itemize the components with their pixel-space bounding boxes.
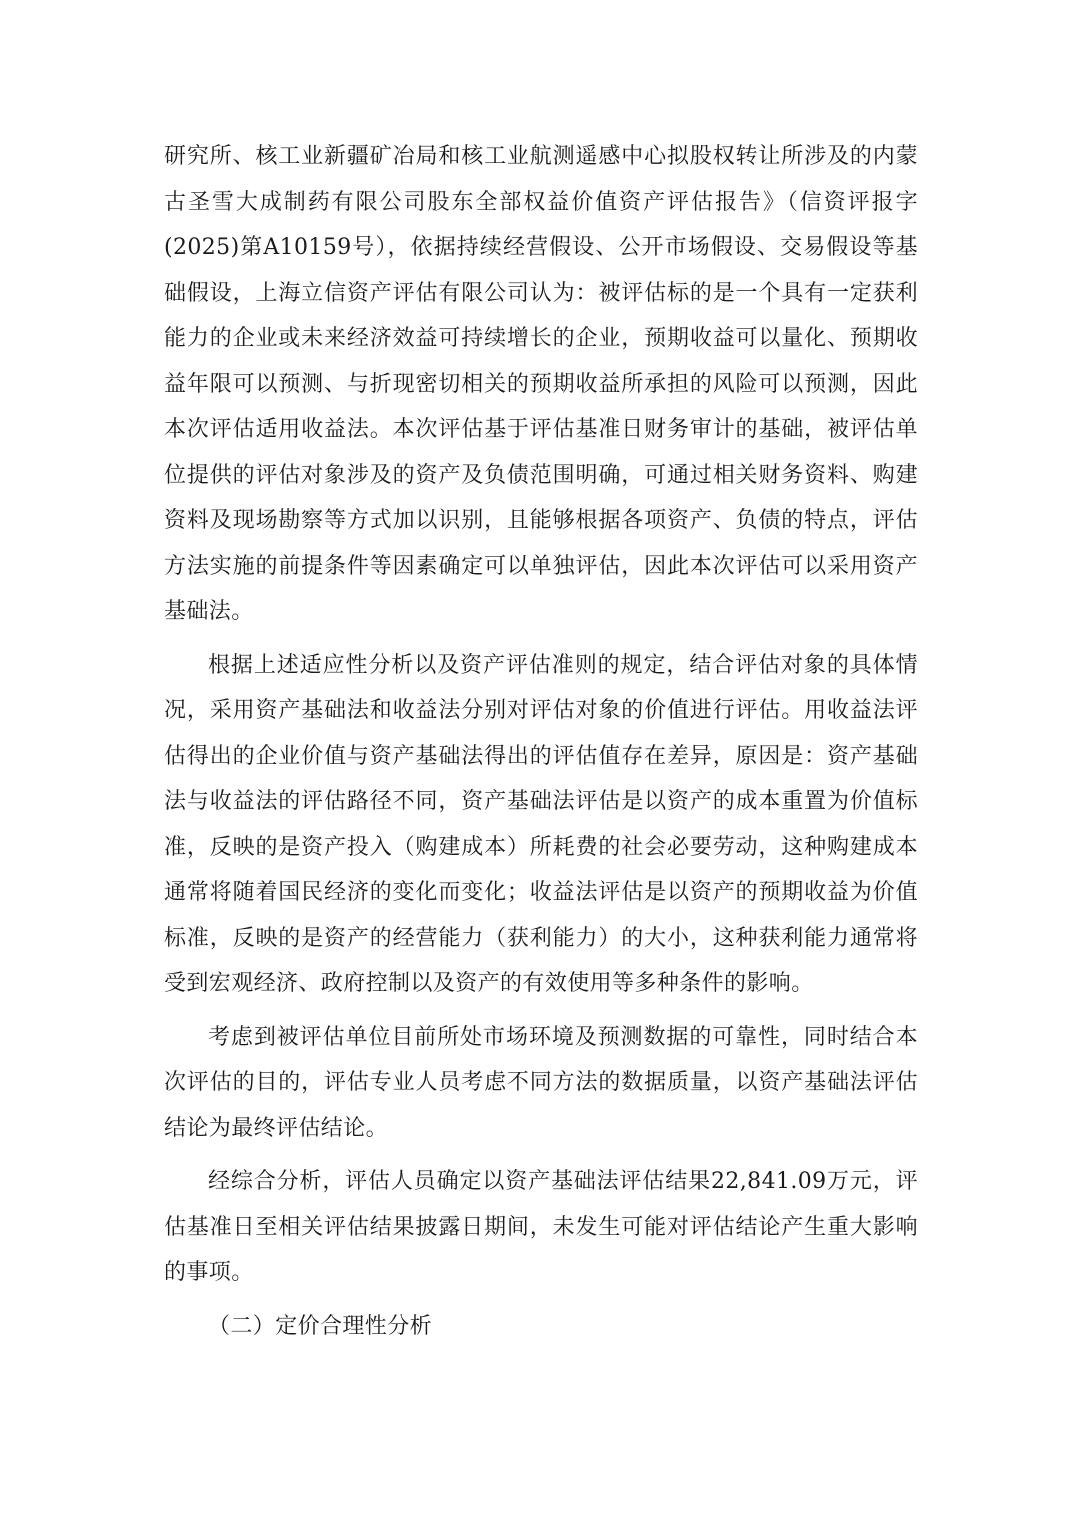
paragraph-gap: [164, 1151, 918, 1159]
paragraph-4: 经综合分析，评估人员确定以资产基础法评估结果22,841.09万元，评估基准日至相关评估结果披露日期间，未发生可能对评估结论产生重大影响的事项。: [164, 1169, 918, 1285]
paragraph-3: 考虑到被评估单位目前所处市场环境及预测数据的可靠性，同时结合本次评估的目的，评估专业人员考虑不同方法的数据质量，以资产基础法评估结论为最终评估结论。: [164, 1024, 918, 1141]
document-page: [164, 134, 918, 1349]
section-heading: （二）定价合理性分析: [208, 1313, 433, 1339]
paragraph-2: 根据上述适应性分析以及资产评估准则的规定，结合评估对象的具体情况，采用资产基础法和收益法分别对评估对象的价值进行评估。用收益法评估得出的企业价值与资产基础法得出的评估值存在差异，原因是：资产基础法与收益法的评估路径不同，资产基础法评估是以资产的成本重置为价值标准，反映的是资产投入（购建成本）所耗费的社会必要劳动，这种购建成本通常将随着国民经济的变化而变化；收益法评估是以资产的预期收益为价值标准，反映的是资产的经营能力（获利能力）的大小，这种获利能力通常将受到宏观经济、政府控制以及资产的有效使用等多种条件的影响。: [164, 652, 918, 996]
paragraph-gap: [164, 635, 918, 643]
paragraph-1: 研究所、核工业新疆矿冶局和核工业航测遥感中心拟股权转让所涉及的内蒙古圣雪大成制药有限公司股东全部权益价值资产评估报告》（信资评报字(2025)第A10159号），依据持续经营假设、公开市场假设、交易假设等基础假设，上海立信资产评估有限公司认为：被评估标的是一个具有一定获利能力的企业或未来经济效益可持续增长的企业，预期收益可以量化、预期收益年限可以预测、与折现密切相关的预期收益所承担的风险可以预测，因此本次评估适用收益法。本次评估基于评估基准日财务审计的基础，被评估单位提供的评估对象涉及的资产及负债范围明确，可通过相关财务资料、购建资料及现场勘察等方式加以识别，且能够根据各项资产、负债的特点，评估方法实施的前提条件等因素确定可以单独评估，因此本次评估可以采用资产基础法。: [164, 144, 918, 624]
paragraph-gap: [164, 1007, 918, 1015]
paragraph-gap: [164, 1296, 918, 1304]
